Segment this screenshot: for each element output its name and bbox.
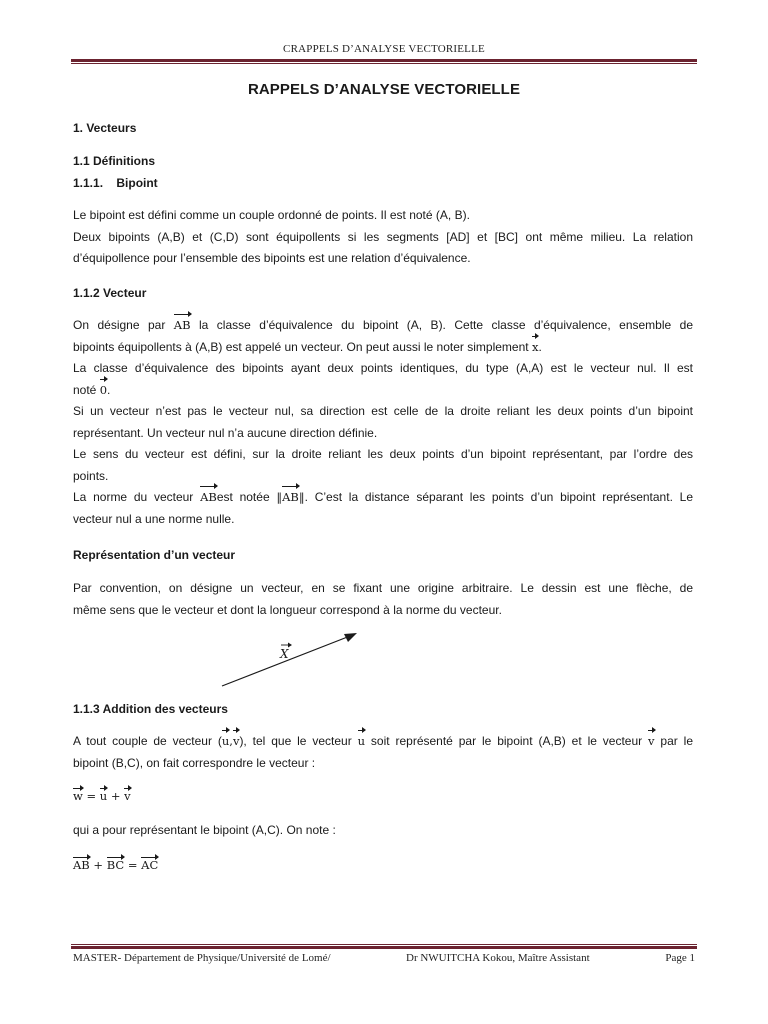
- heading-addition: 1.1.3 Addition des vecteurs: [73, 702, 228, 716]
- text-segment: ,: [229, 734, 233, 748]
- formula-w-sum: [73, 789, 131, 803]
- vector-zero: 0: [100, 380, 107, 402]
- text-segment: .: [538, 339, 542, 354]
- footer-rule: [71, 944, 697, 949]
- heading-vecteurs: 1. Vecteurs: [73, 121, 137, 135]
- equals: =: [82, 789, 100, 803]
- paragraph-addition: [73, 731, 693, 774]
- text-segment: .: [107, 382, 111, 397]
- arrow-shaft: [222, 636, 350, 686]
- text-line: bipoint (B,C), on fait correspondre le vecteur :: [73, 755, 316, 770]
- vector-arrow-figure: [210, 630, 380, 690]
- text-line: Deux bipoints (A,B) et (C,D) sont équipollents si les segments [AD] et [BC] ont même milieu. La relation: [73, 229, 693, 244]
- text-line: d’équipollence pour l’ensemble des bipoints est une relation d’équivalence.: [73, 251, 471, 265]
- vector-v: v: [124, 789, 131, 803]
- norm-open: ‖: [276, 490, 283, 504]
- text-line: [73, 731, 693, 753]
- text-line: [73, 487, 693, 509]
- heading-definitions: 1.1 Définitions: [73, 154, 156, 168]
- vector-v: v: [648, 731, 655, 753]
- text-line: vecteur nul a une norme nulle.: [73, 511, 235, 526]
- formula-chasles: [73, 858, 158, 872]
- vector-arrow-svg: [210, 630, 380, 690]
- text-line: points.: [73, 468, 109, 483]
- paragraph-vecteur: [73, 315, 693, 530]
- text-line: Si un vecteur n’est pas le vecteur nul, sa direction est celle de la droite reliant les deux points d’un bipoint: [73, 404, 693, 418]
- footer-affiliation: MASTER- Département de Physique/Université de Lomé/: [73, 952, 331, 964]
- plus: +: [89, 858, 107, 872]
- vector-AC: AC: [141, 858, 159, 872]
- heading-vecteur: 1.1.2 Vecteur: [73, 286, 147, 300]
- vector-u: u: [99, 789, 108, 803]
- vector-AB: AB: [73, 858, 90, 872]
- text-segment: bipoints équipollents à (A,B) est appelé un vecteur. On peut aussi le noter simplement: [73, 339, 532, 354]
- text-segment: soit représenté par le bipoint (A,B) et le vecteur: [365, 734, 649, 748]
- text-line: même sens que le vecteur et dont la longueur correspond à la norme du vecteur.: [73, 602, 502, 617]
- footer-author: Dr NWUITCHA Kokou, Maître Assistant: [406, 952, 590, 964]
- text-line: Le bipoint est défini comme un couple ordonné de points. Il est noté (A, B).: [73, 208, 470, 222]
- text-segment: noté: [73, 382, 100, 397]
- text-segment: est notée: [216, 490, 277, 504]
- vector-AB: AB: [200, 487, 217, 509]
- paragraph-bipoint: [73, 205, 693, 270]
- vector-u: u: [358, 731, 365, 753]
- equals: =: [124, 858, 142, 872]
- header-rule: [71, 59, 697, 64]
- text-line: qui a pour représentant le bipoint (A,C). On note :: [73, 823, 336, 837]
- text-segment: La norme du vecteur: [73, 490, 201, 504]
- text-line: [73, 380, 693, 402]
- arrow-label: X: [280, 647, 289, 661]
- heading-bipoint: 1.1.1. Bipoint: [73, 176, 158, 190]
- text-line: [73, 315, 693, 337]
- running-header: CRAPPELS D’ANALYSE VECTORIELLE: [283, 43, 485, 55]
- paragraph-representant: [73, 820, 693, 842]
- vector-AB: AB: [174, 315, 191, 337]
- page-title: RAPPELS D’ANALYSE VECTORIELLE: [247, 81, 521, 98]
- arrow-head: [344, 633, 357, 642]
- norm-close: ‖: [298, 490, 305, 504]
- text-segment: ), tel que le vecteur: [239, 734, 358, 748]
- page-number: Page 1: [665, 952, 695, 964]
- vector-AB: AB: [282, 487, 299, 509]
- vector-w: w: [73, 789, 83, 803]
- text-segment: A tout couple de vecteur (: [73, 734, 222, 748]
- text-segment: On désigne par: [73, 318, 174, 332]
- paragraph-representation: [73, 578, 693, 621]
- heading-representation: Représentation d’un vecteur: [73, 548, 236, 562]
- text-line: Par convention, on désigne un vecteur, en se fixant une origine arbitraire. Le dessin est une flèche, de: [73, 581, 693, 595]
- text-line: Le sens du vecteur est défini, sur la droite reliant les deux points d’un bipoint représentant, par l’ordre des: [73, 447, 693, 461]
- text-segment: la classe d’équivalence du bipoint (A, B). Cette classe d’équivalence, ensemble de: [190, 318, 693, 332]
- vector-u: u: [222, 731, 229, 753]
- text-segment: . C’est la distance séparant les points d’un bipoint représentant. Le: [304, 490, 693, 504]
- text-line: représentant. Un vecteur nul n’a aucune direction définie.: [73, 425, 378, 440]
- vector-v: v: [233, 731, 240, 753]
- vector-BC: BC: [106, 858, 125, 872]
- text-line: La classe d’équivalence des bipoints ayant deux points identiques, du type (A,A) est le vecteur nul. Il est: [73, 361, 693, 375]
- vector-x: x: [532, 337, 539, 359]
- text-segment: par le: [654, 734, 694, 748]
- text-line: [73, 337, 693, 359]
- plus: +: [107, 789, 125, 803]
